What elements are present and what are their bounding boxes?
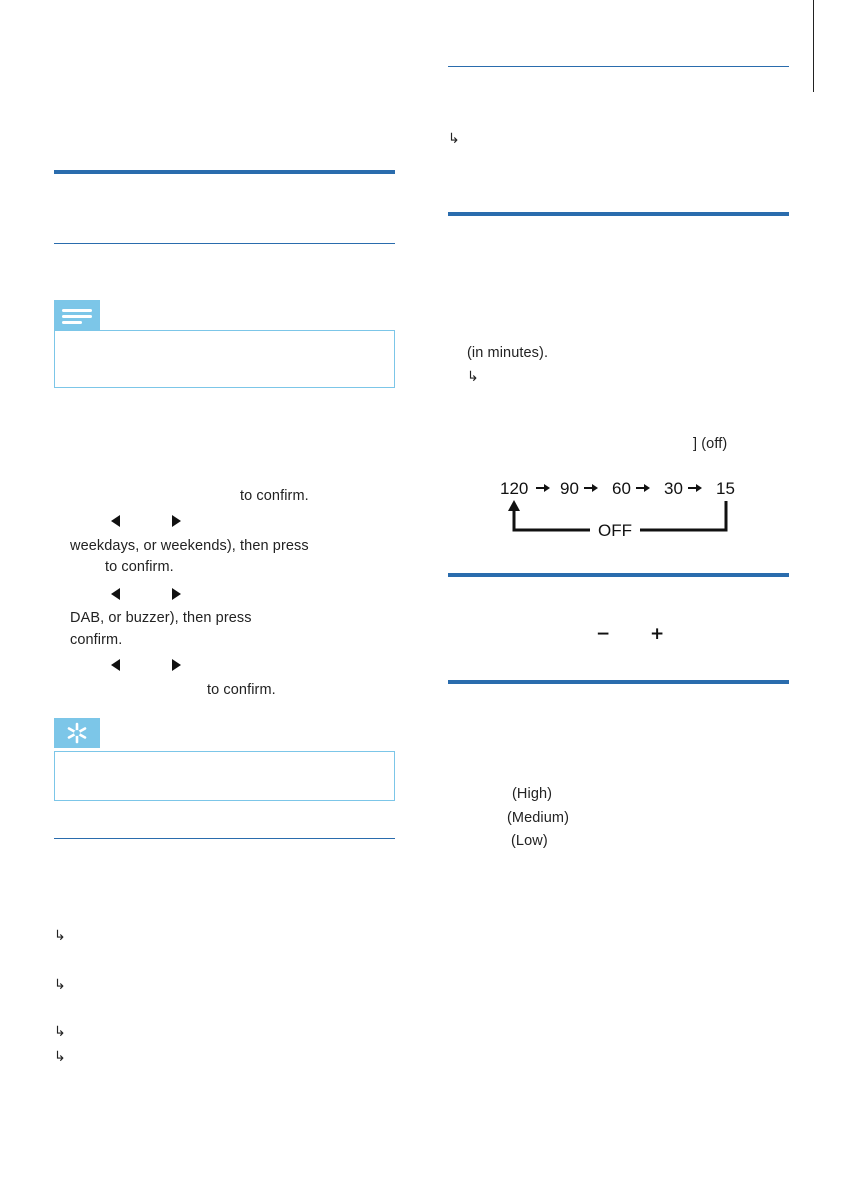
subsection-rule: [448, 66, 789, 67]
note-tab: [54, 300, 100, 330]
sleep-cycle-diagram: [490, 470, 750, 540]
cycle-right-arrow-icon: [696, 484, 702, 492]
step-text-to-confirm: to confirm.: [240, 488, 309, 504]
step-text-weekdays: weekdays, or weekends), then press: [70, 538, 309, 554]
right-arrow-icon: [172, 588, 181, 600]
cycle-loop-line: [514, 508, 590, 530]
section-rule: [448, 680, 789, 684]
right-arrow-icon: [172, 515, 181, 527]
step-text-confirm: confirm.: [70, 632, 123, 648]
note-box: [54, 330, 395, 388]
minus-icon: −: [596, 624, 611, 644]
result-arrow-icon: ↳: [467, 369, 479, 385]
tip-tab: [54, 718, 100, 748]
section-rule: [448, 573, 789, 577]
result-arrow-icon: ↳: [54, 928, 66, 944]
cycle-value-90: 90: [560, 479, 579, 498]
cycle-value-30: 30: [664, 479, 683, 498]
note-icon: [54, 300, 100, 330]
cycle-off-label: OFF: [598, 521, 632, 540]
section-rule: [448, 212, 789, 216]
left-arrow-icon: [111, 515, 120, 527]
subsection-rule: [54, 838, 395, 839]
cycle-value-120: 120: [500, 479, 529, 498]
cycle-loop-line: [640, 501, 726, 530]
sleep-off-text: ] (off): [693, 436, 728, 452]
left-arrow-icon: [111, 588, 120, 600]
result-arrow-icon: ↳: [54, 1049, 66, 1065]
page-edge-line: [813, 0, 814, 92]
brightness-low: (Low): [511, 833, 548, 849]
result-arrow-icon: ↳: [54, 977, 66, 993]
brightness-medium: (Medium): [507, 810, 570, 826]
right-arrow-icon: [172, 659, 181, 671]
result-arrow-icon: ↳: [448, 131, 460, 147]
step-text-to-confirm: to confirm.: [105, 559, 174, 575]
step-text-to-confirm: to confirm.: [207, 682, 276, 698]
step-text-dab-buzzer: DAB, or buzzer), then press: [70, 610, 252, 626]
sleep-unit-text: (in minutes).: [467, 345, 549, 361]
cycle-value-15: 15: [716, 479, 735, 498]
tip-box: [54, 751, 395, 801]
plus-icon: +: [650, 624, 665, 644]
cycle-right-arrow-icon: [592, 484, 598, 492]
result-arrow-icon: ↳: [54, 1024, 66, 1040]
cycle-right-arrow-icon: [544, 484, 550, 492]
asterisk-icon: [54, 718, 100, 752]
brightness-high: (High): [512, 786, 553, 802]
cycle-right-arrow-icon: [644, 484, 650, 492]
cycle-up-arrow-icon: [508, 500, 520, 511]
cycle-value-60: 60: [612, 479, 631, 498]
section-rule: [54, 170, 395, 174]
subsection-rule: [54, 243, 395, 244]
left-arrow-icon: [111, 659, 120, 671]
